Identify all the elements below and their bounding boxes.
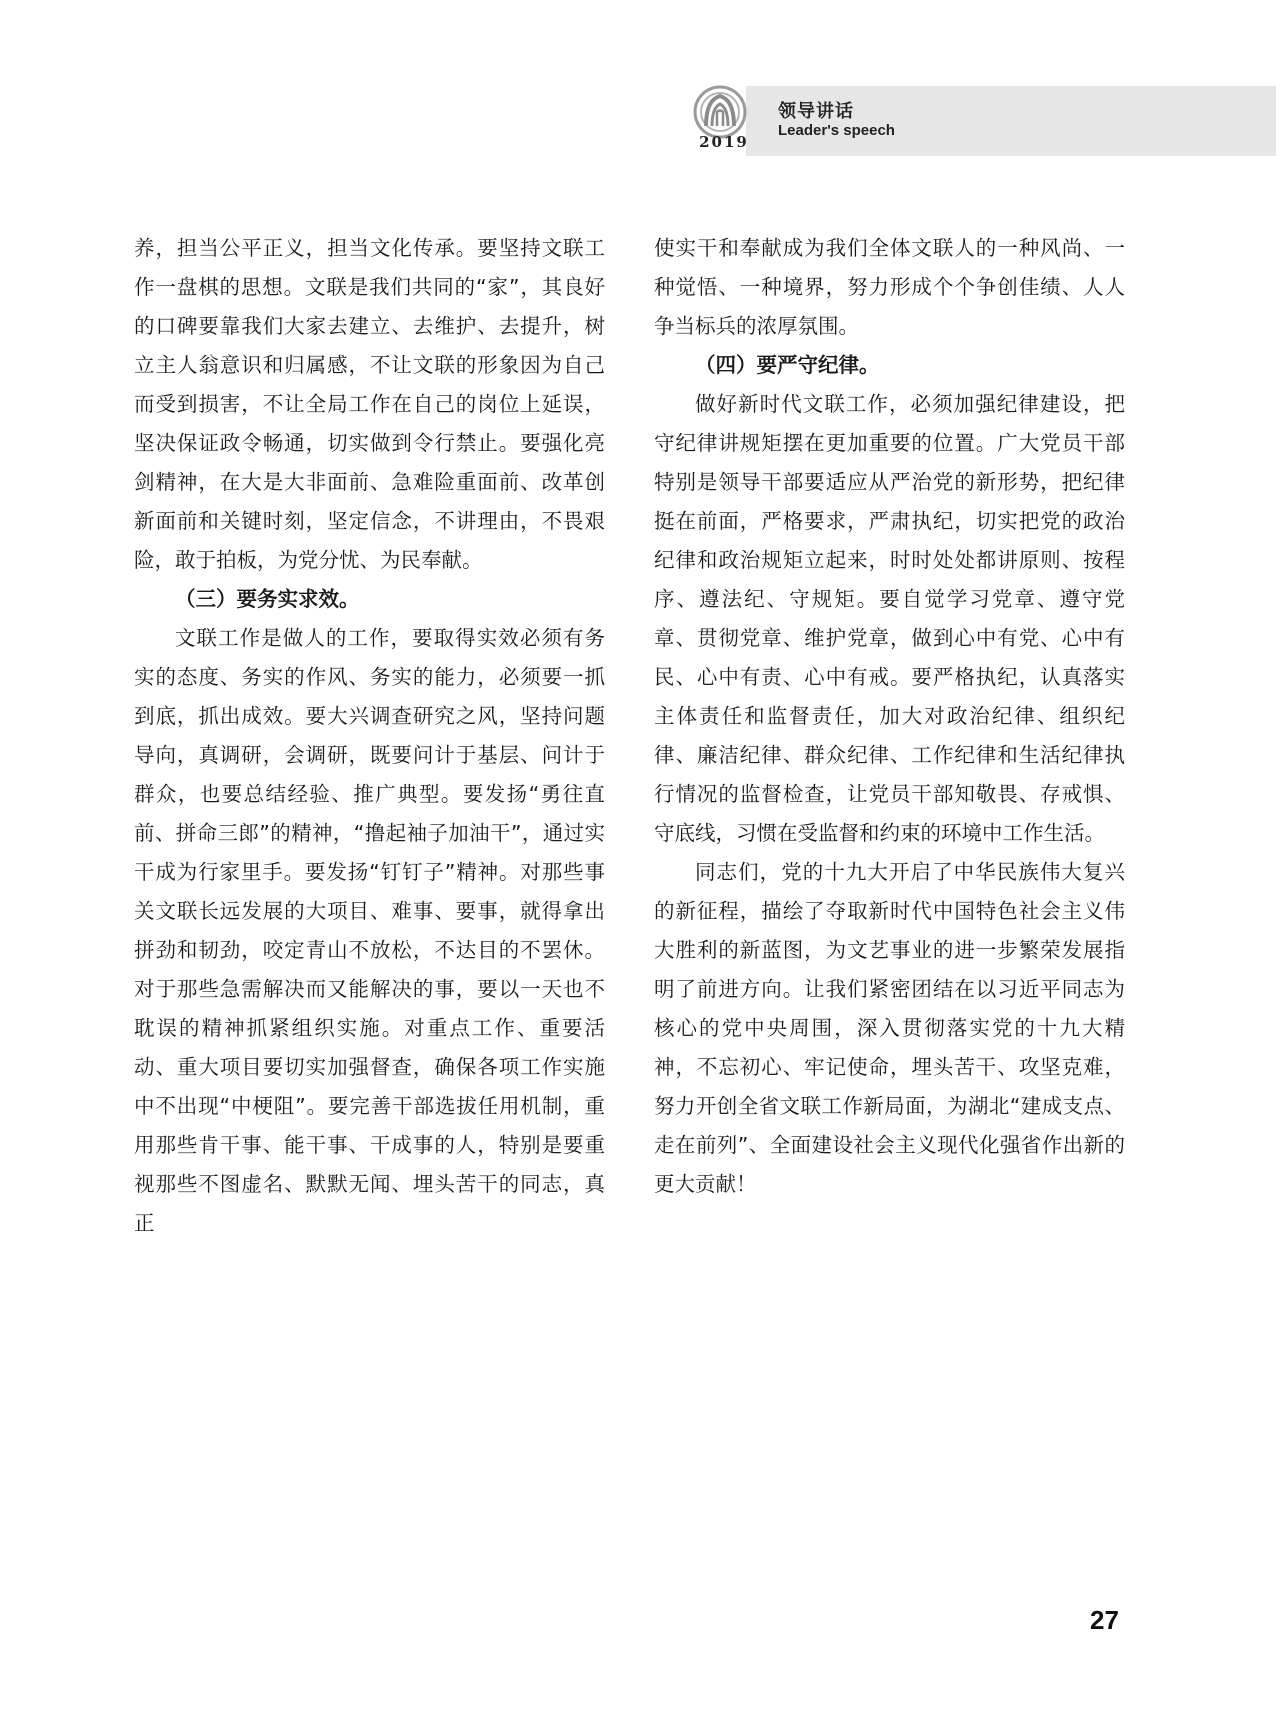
right-paragraph-continued: 使实干和奉献成为我们全体文联人的一种风尚、一种觉悟、一种境界，努力形成个个争创佳绩、人人争当标兵的浓厚氛围。 xyxy=(654,236,1125,338)
left-paragraph-continued: 养，担当公平正义，担当文化传承。要坚持文联工作一盘棋的思想。文联是我们共同的“家”，其良好的口碑要靠我们大家去建立、去维护、去提升，树立主人翁意识和归属感，不让文联的形象因为自己而受到损害，不让全局工作在自己的岗位上延误，坚决保证政令畅通，切实做到令行禁止。要强化亮剑精神，在大是大非面前、急难险重面前、改革创新面前和关键时刻，坚定信念，不讲理由，不畏艰险，敢于拍板，为党分忧、为民奉献。 xyxy=(134,236,605,572)
issue-year: 2019 xyxy=(699,133,749,151)
subheading-4: （四）要严守纪律。 xyxy=(695,353,880,377)
left-column xyxy=(134,229,605,1243)
page-number: 27 xyxy=(1090,1605,1119,1635)
section-title-cn: 领导讲话 xyxy=(778,101,854,122)
right-paragraph-3: 同志们，党的十九大开启了中华民族伟大复兴的新征程，描绘了夺取新时代中国特色社会主义伟大胜利的新蓝图，为文艺事业的进一步繁荣发展指明了前进方向。让我们紧密团结在以习近平同志为核心的党中央周围，深入贯彻落实党的十九大精神，不忘初心、牢记使命，埋头苦干、攻坚克难，努力开创全省文联工作新局面，为湖北“建成支点、走在前列”、全面建设社会主义现代化强省作出新的更大贡献！ xyxy=(654,860,1125,1196)
right-paragraph-2: 做好新时代文联工作，必须加强纪律建设，把守纪律讲规矩摆在更加重要的位置。广大党员干部特别是领导干部要适应从严治党的新形势，把纪律挺在前面，严格要求，严肃执纪，切实把党的政治纪律和政治规矩立起来，时时处处都讲原则、按程序、遵法纪、守规矩。要自觉学习党章、遵守党章、贯彻党章、维护党章，做到心中有党、心中有民、心中有责、心中有戒。要严格执纪，认真落实主体责任和监督责任，加大对政治纪律、组织纪律、廉洁纪律、群众纪律、工作纪律和生活纪律执行情况的监督检查，让党员干部知敬畏、存戒惧、守底线，习惯在受监督和约束的环境中工作生活。 xyxy=(654,392,1125,845)
left-paragraph-2: 文联工作是做人的工作，要取得实效必须有务实的态度、务实的作风、务实的能力，必须要一抓到底，抓出成效。要大兴调查研究之风，坚持问题导向，真调研，会调研，既要问计于基层、问计于群众，也要总结经验、推广典型。要发扬“勇往直前、拼命三郎”的精神，“撸起袖子加油干”，通过实干成为行家里手。要发扬“钉钉子”精神。对那些事关文联长远发展的大项目、难事、要事，就得拿出拼劲和韧劲，咬定青山不放松，不达目的不罢休。对于那些急需解决而又能解决的事，要以一天也不耽误的精神抓紧组织实施。对重点工作、重要活动、重大项目要切实加强督查，确保各项工作实施中不出现“中梗阻”。要完善干部选拔任用机制，重用那些肯干事、能干事、干成事的人，特别是要重视那些不图虚名、默默无闻、埋头苦干的同志，真正 xyxy=(134,626,605,1235)
subheading-3: （三）要务实求效。 xyxy=(175,587,360,611)
section-title-en: Leader's speech xyxy=(778,122,895,139)
right-column xyxy=(654,229,1125,1204)
